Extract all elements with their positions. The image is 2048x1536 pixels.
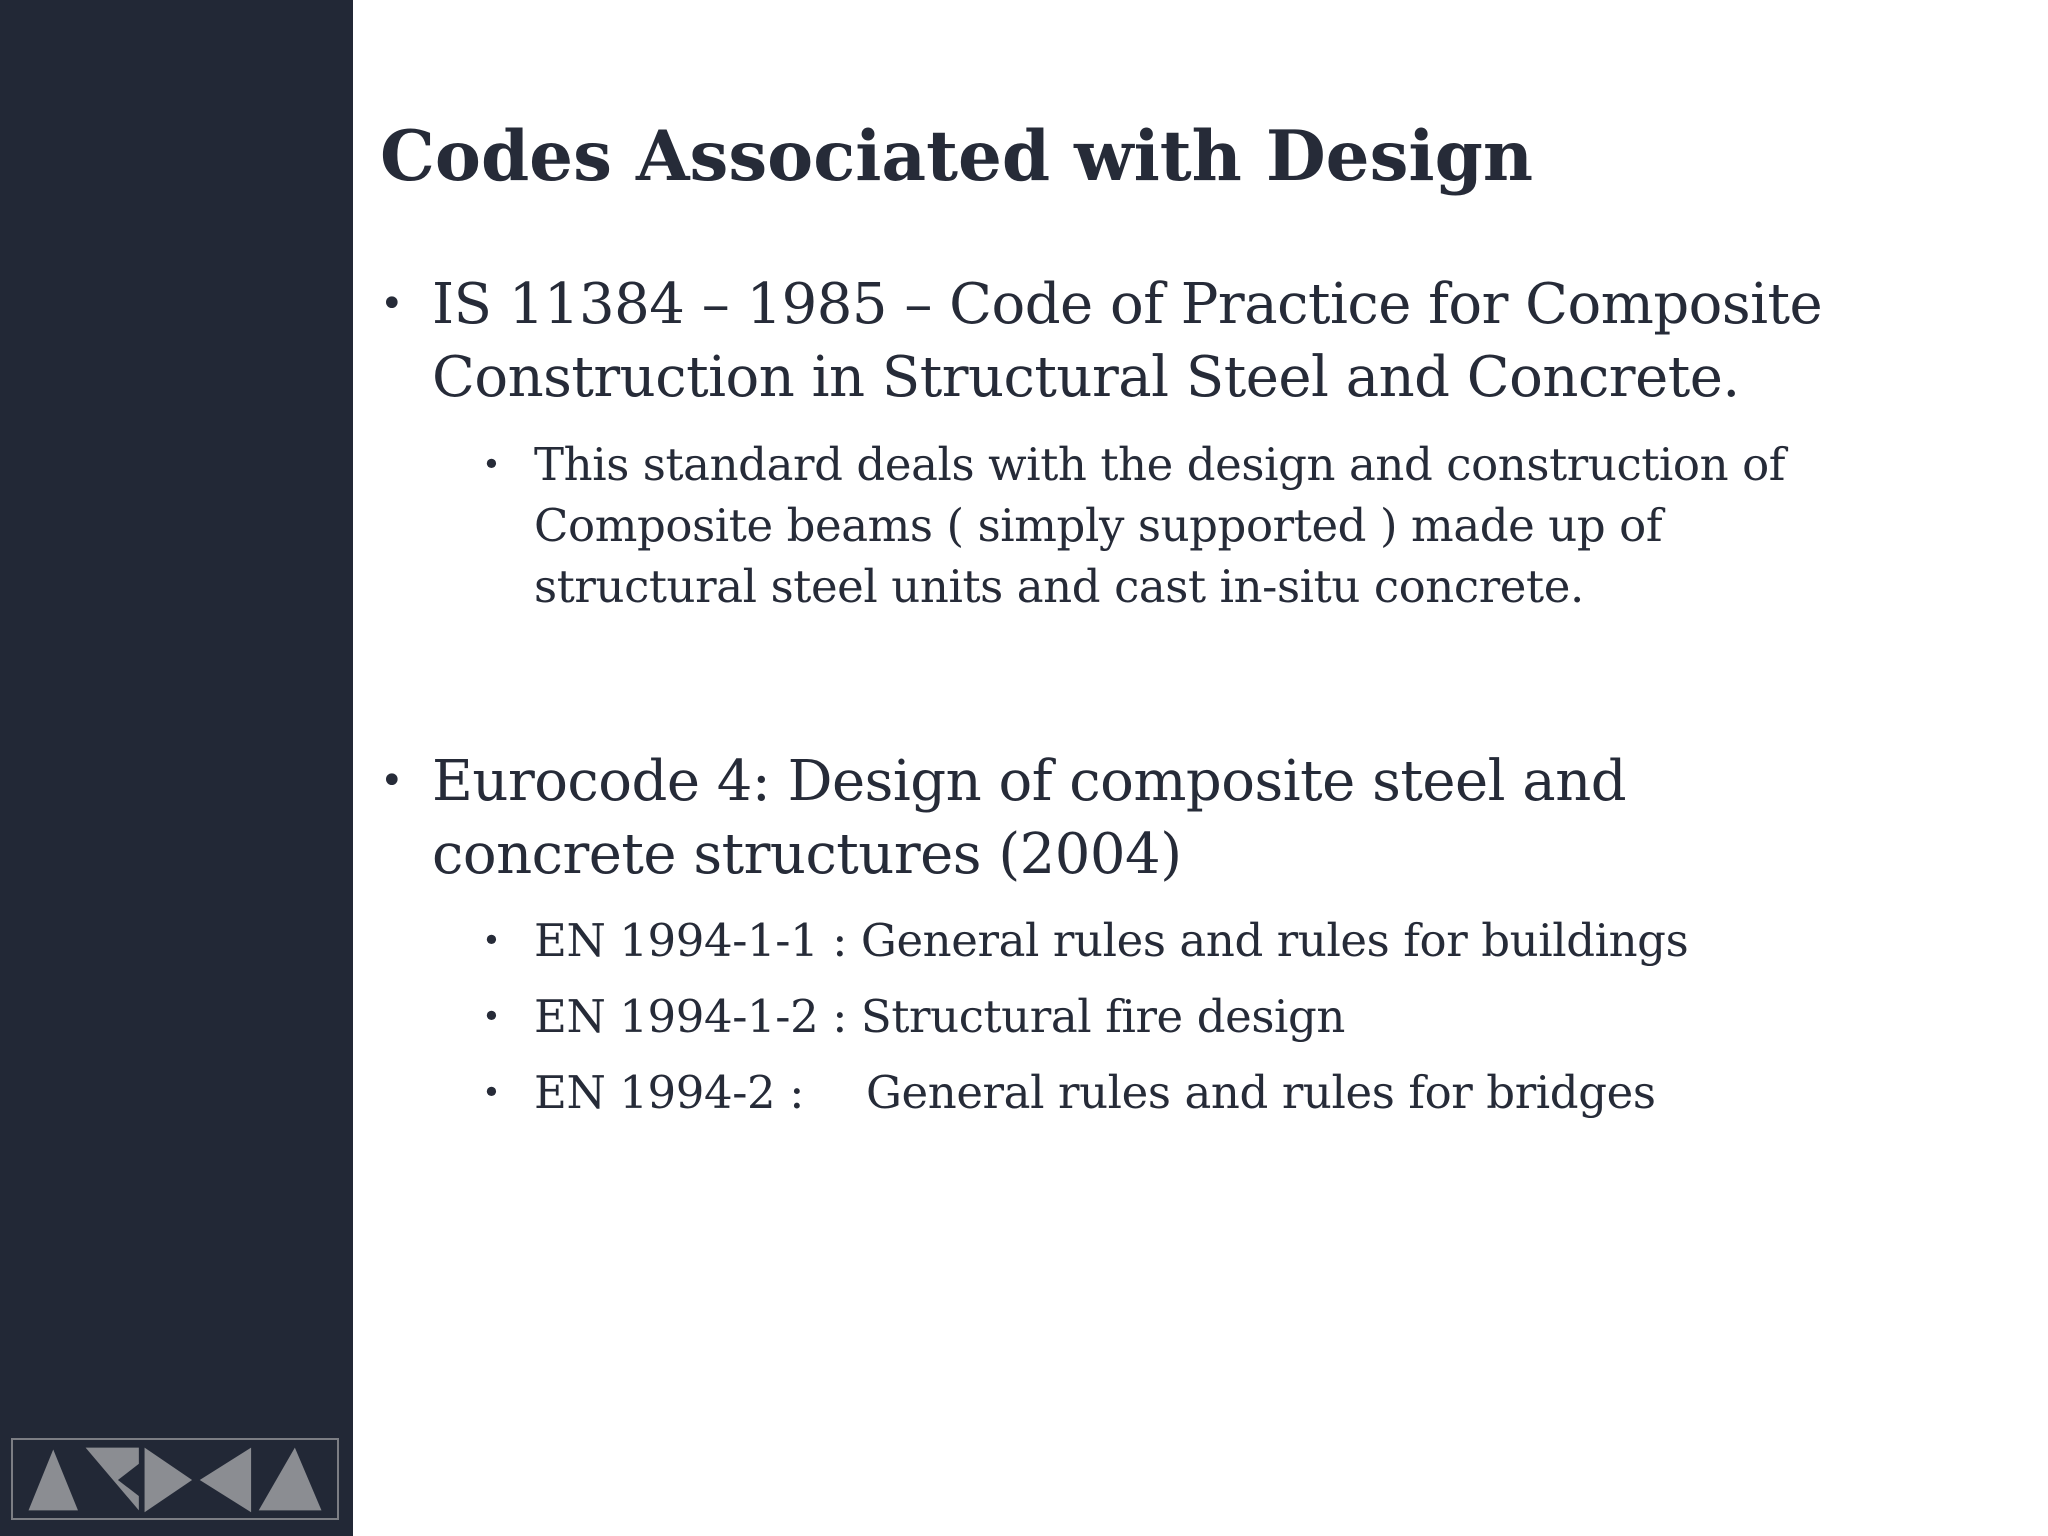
bullet-dot: • xyxy=(482,921,501,959)
bullet-dot: • xyxy=(380,758,404,804)
bullet-dot: • xyxy=(482,445,501,483)
sidebar-panel xyxy=(0,0,353,1536)
bullet-dot: • xyxy=(380,281,404,327)
sub-bullet-text: EN 1994-1-1 : General rules and rules for buildings xyxy=(534,914,1689,967)
sub-bullet-standard-scope xyxy=(482,434,1882,617)
sub-bullet-text xyxy=(534,1062,1882,1123)
bullet-is-11384 xyxy=(380,268,1860,414)
bullet-dot: • xyxy=(482,1073,501,1111)
sub-bullet-text: EN 1994-1-2 : Structural fire design xyxy=(534,990,1346,1043)
code-label: EN 1994-2 : xyxy=(534,1066,804,1119)
sub-bullet-en-1994-1-1 xyxy=(482,910,1882,971)
slide-title: Codes Associated with Design xyxy=(380,116,1534,197)
bullet-text: IS 11384 – 1985 – Code of Practice for Composite Construction in Structural Steel and Concrete. xyxy=(432,272,1823,410)
brand-logo xyxy=(11,1438,339,1520)
code-description: General rules and rules for bridges xyxy=(865,1066,1656,1119)
bullet-eurocode-4 xyxy=(380,745,1860,891)
triangles-logo-icon xyxy=(13,1440,337,1518)
bullet-text: Eurocode 4: Design of composite steel and concrete structures (2004) xyxy=(432,749,1627,887)
bullet-dot: • xyxy=(482,997,501,1035)
sub-bullet-en-1994-2 xyxy=(482,1062,1882,1123)
sub-bullet-text: This standard deals with the design and construction of Composite beams ( simply supported ) made up of structural steel units and cast in-situ concrete. xyxy=(534,438,1786,613)
sub-bullet-en-1994-1-2 xyxy=(482,986,1882,1047)
